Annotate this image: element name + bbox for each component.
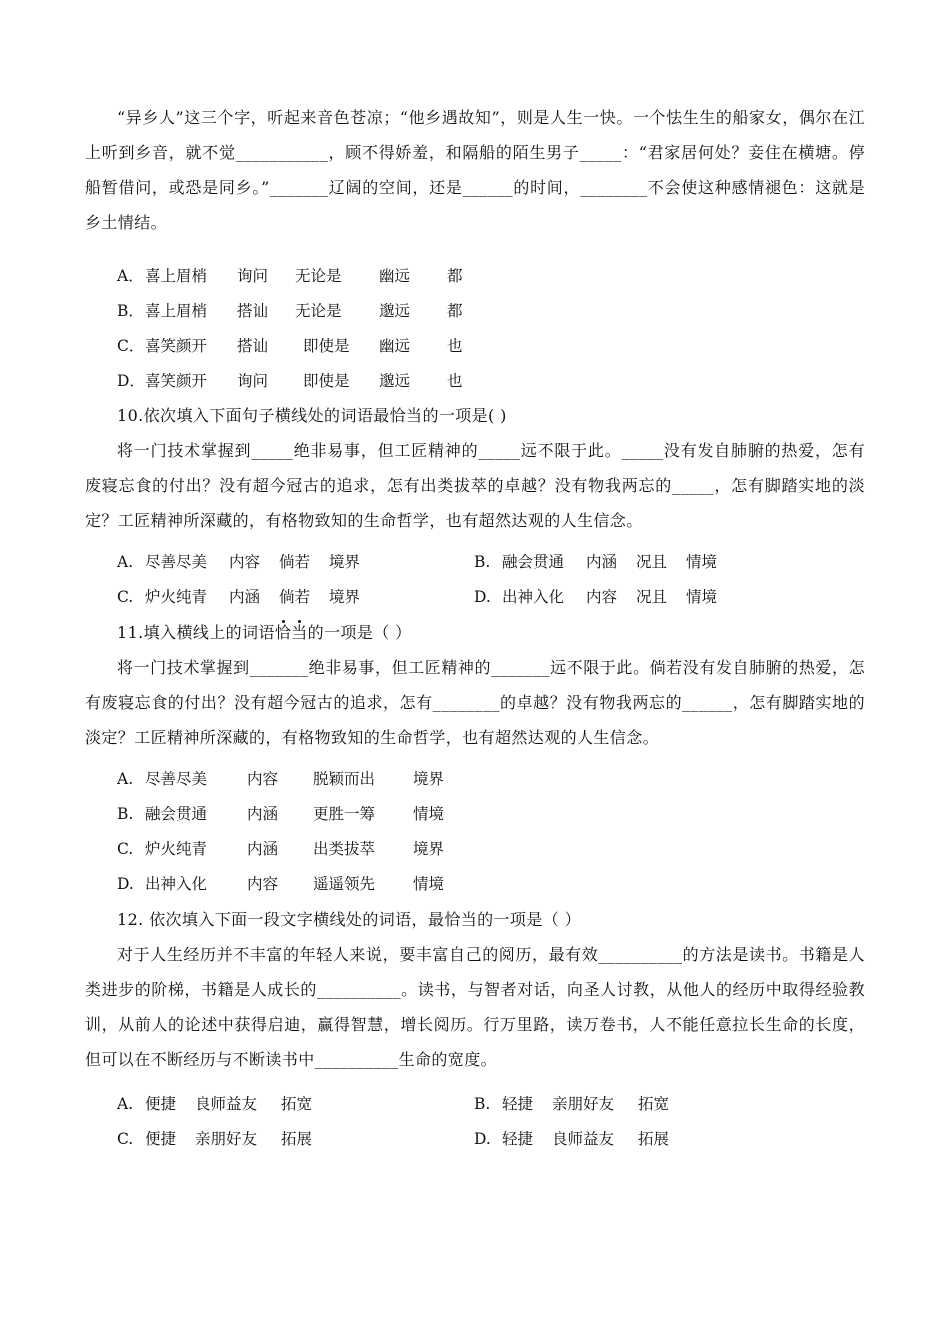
option-word: 喜上眉梢 (145, 302, 208, 320)
option-word: 轻捷 (502, 1130, 534, 1148)
q9-option-d (117, 364, 463, 399)
option-label: B. (474, 553, 491, 571)
option-word: 脱颖而出 (313, 770, 376, 788)
option-word: 良师益友 (195, 1095, 258, 1113)
option-word: 境界 (329, 553, 361, 571)
option-word: 炉火纯青 (145, 840, 208, 858)
option-word: 询问 (237, 372, 269, 390)
q12-option-b (474, 1087, 669, 1122)
option-label: A． (117, 267, 144, 285)
option-word: 融会贯通 (502, 553, 565, 571)
option-word: 即使是 (303, 372, 350, 390)
option-word: 情境 (413, 875, 445, 893)
option-word: 出神入化 (145, 875, 208, 893)
option-word: 情境 (413, 805, 445, 823)
emphasis-char: 当 (291, 623, 308, 642)
option-label: D． (117, 372, 145, 390)
option-word: 良师益友 (552, 1130, 615, 1148)
q9-option-c (117, 329, 463, 364)
option-word: 倘若 (279, 553, 311, 571)
option-word: 内容 (247, 875, 279, 893)
q9-passage: “异乡人”这三个字，听起来音色苍凉；“他乡遇故知”，则是人生一快。一个怯生生的船家女，偶尔在江上听到乡音，就不觉___________，顾不得娇羞，和隔船的陌生男子_____：“君家居何处？妾住在横塘。停船暂借问，或恐是同乡。”_______辽阔的空间，还是______的时间，________不会使这种感情褪色：这就是乡土情结。 (85, 108, 865, 232)
option-word: 拓宽 (281, 1095, 313, 1113)
q10-stem: 10.依次填入下面句子横线处的词语最恰当的一项是( ) (117, 406, 507, 425)
option-word: 也 (447, 372, 463, 390)
option-word: 喜上眉梢 (145, 267, 208, 285)
option-word: 内涵 (247, 840, 279, 858)
option-word: 便捷 (145, 1095, 177, 1113)
option-word: 内容 (229, 553, 261, 571)
option-label: D. (474, 588, 491, 606)
q10-option-b (474, 545, 717, 580)
option-word: 便捷 (145, 1130, 177, 1148)
q11-option-c (117, 832, 444, 867)
q9-option-a (117, 259, 463, 294)
option-word: 幽远 (379, 337, 411, 355)
option-word: 内涵 (247, 805, 279, 823)
option-word: 拓展 (281, 1130, 313, 1148)
option-word: 出神入化 (502, 588, 565, 606)
stem-text: 11.填入横线上的词语 (117, 623, 275, 642)
emphasis-char: 恰 (274, 623, 292, 642)
option-word: 也 (447, 337, 463, 355)
option-label: B. (117, 805, 134, 823)
option-word: 亲朋好友 (552, 1095, 615, 1113)
option-word: 炉火纯青 (145, 588, 208, 606)
option-word: 即使是 (303, 337, 350, 355)
q11-passage: 将一门技术掌握到_______绝非易事，但工匠精神的_______远不限于此。倘若没有发自肺腑的热爱，怎有废寝忘食的付出？没有超今冠古的追求，怎有________的卓越？没有物我两忘的______，怎有脚踏实地的淡定？工匠精神所深藏的，有格物致知的生命哲学，也有超然达观的人生信念。 (85, 658, 865, 747)
q11-option-a (117, 762, 444, 797)
option-label: B． (117, 302, 144, 320)
q11-option-d (117, 867, 444, 902)
option-word: 亲朋好友 (195, 1130, 258, 1148)
option-label: C. (117, 588, 134, 606)
option-label: D. (474, 1130, 491, 1148)
option-word: 轻捷 (502, 1095, 534, 1113)
option-word: 无论是 (295, 302, 342, 320)
q9-option-b (117, 294, 463, 329)
q10-option-c (117, 580, 360, 615)
option-word: 倘若 (279, 588, 311, 606)
option-word: 境界 (329, 588, 361, 606)
q11-stem (117, 615, 412, 650)
option-word: 喜笑颜开 (145, 372, 208, 390)
q12-option-d (474, 1122, 669, 1157)
option-word: 内容 (586, 588, 618, 606)
option-label: D. (117, 875, 134, 893)
option-word: 搭讪 (237, 337, 269, 355)
option-word: 况且 (636, 588, 668, 606)
option-label: A. (117, 553, 134, 571)
q11-option-b (117, 797, 444, 832)
option-word: 境界 (413, 840, 445, 858)
option-word: 内涵 (586, 553, 618, 571)
option-word: 拓展 (638, 1130, 670, 1148)
option-word: 邈远 (379, 372, 411, 390)
option-word: 更胜一筹 (313, 805, 376, 823)
option-word: 内涵 (229, 588, 261, 606)
option-word: 融会贯通 (145, 805, 208, 823)
option-word: 境界 (413, 770, 445, 788)
q12-stem: 12. 依次填入下面一段文字横线处的词语，最恰当的一项是（ ） (117, 910, 582, 929)
option-word: 无论是 (295, 267, 342, 285)
q12-option-c (117, 1122, 312, 1157)
option-word: 尽善尽美 (145, 770, 208, 788)
option-label: A. (117, 770, 134, 788)
option-word: 都 (447, 267, 463, 285)
option-word: 况且 (636, 553, 668, 571)
option-word: 喜笑颜开 (145, 337, 208, 355)
option-label: C. (117, 1130, 134, 1148)
q12-option-a (117, 1087, 312, 1122)
option-word: 情境 (686, 588, 718, 606)
option-word: 邈远 (379, 302, 411, 320)
option-word: 出类拔萃 (313, 840, 376, 858)
option-word: 尽善尽美 (145, 553, 208, 571)
option-word: 都 (447, 302, 463, 320)
option-label: A. (117, 1095, 134, 1113)
option-word: 幽远 (379, 267, 411, 285)
option-word: 搭讪 (237, 302, 269, 320)
q12-passage: 对于人生经历并不丰富的年轻人来说，要丰富自己的阅历，最有效__________的方法是读书。书籍是人类进步的阶梯，书籍是人成长的__________。读书，与智者对话，向圣人讨教，从他人的经历中取得经验教训，从前人的论述中获得启迪，赢得智慧，增长阅历。行万里路，读万卷书，人不能任意拉长生命的长度，但可以在不断经历与不断读书中__________生命的宽度。 (85, 945, 865, 1069)
option-label: C. (117, 840, 134, 858)
option-word: 遥遥领先 (313, 875, 376, 893)
option-word: 拓宽 (638, 1095, 670, 1113)
option-word: 内容 (247, 770, 279, 788)
option-label: B. (474, 1095, 491, 1113)
q10-passage: 将一门技术掌握到_____绝非易事，但工匠精神的_____远不限于此。_____没有发自肺腑的热爱，怎有废寝忘食的付出？没有超今冠古的追求，怎有出类拔萃的卓越？没有物我两忘的_____，怎有脚踏实地的淡定？工匠精神所深藏的，有格物致知的生命哲学，也有超然达观的人生信念。 (85, 441, 865, 530)
q10-option-a (117, 545, 360, 580)
option-word: 询问 (237, 267, 269, 285)
q10-option-d (474, 580, 717, 615)
option-label: C． (117, 337, 145, 355)
option-word: 情境 (686, 553, 718, 571)
stem-text: 的一项是（ ） (307, 623, 412, 642)
